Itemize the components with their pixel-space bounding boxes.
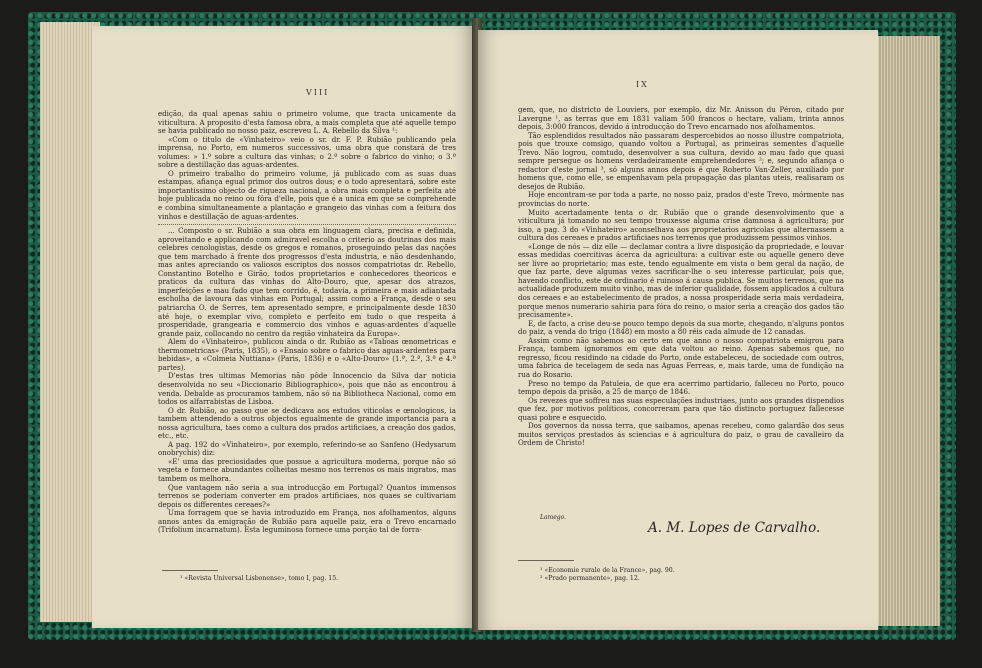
- paragraph: D'estas tres ultimas Memorias não pôde Innocencio da Silva dar noticia desenvolvida no seu «Diccionario Bibliographico», pois que não as encontrou á venda. Debalde as procuramos tambem, não só na Bibliotheca Nacional, como em todos os alfarrabistas de Lisboa.: [158, 371, 456, 407]
- paragraph: E, de facto, a crise deu-se pouco tempo depois da sua morte, chegando, n'alguns pontos do paiz, a venda do trigo (1848) em mosto a 80 réis cada almude de 12 canadas.: [518, 318, 844, 337]
- paragraph: «E' uma das preciosidades que possue a agricultura moderna, porque não só vegeta e fornece abundantes colheitas mesmo nos terrenos os mais ingratos, mas tambem os melhora.: [158, 456, 456, 483]
- paragraph: Uma forragem que se havia introduzido em França, nos afolhamentos, alguns annos antes da emigração de Rubião para aquelle paiz, era o Trevo encarnado (Trifolium incarnatum). Esta leguminosa fornece uma porção tal de forra-: [158, 508, 456, 535]
- paragraph: Assim como não sabemos ao certo em que anno o nosso compatriota emigrou para França, tambem ignoramos em que data voltou ao reino. Apenas sabemos que, no regresso, ficou residindo na cidade do Porto, onde estabeleceu, de sociedade com outros, uma fabrica de tecelagem de seda nas Aguas Ferreas, e, mais tarde, uma de fundição na rua do Rosario.: [518, 335, 844, 379]
- paragraph: Muito acertadamente tenta o dr. Rubião que o grande desenvolvimento que a viticultura já tomando no seu tempo trouxesse alguma crise damnosa á agricultura; por isso, a pag. 3 do «Vinhateiro» aconselhava aos proprietarios agricolas que alternassem a cultura dos cereaes e prados artificiaes nos terrenos que produzissem pessimos vinhos.: [518, 207, 844, 243]
- dotted-separator: [158, 224, 456, 225]
- paragraph: O dr. Rubião, ao passo que se dedicava aos estudos viticolas e œnologicos, ia tambem attendendo a outros objectos egualmente de grande importancia para a nossa agricultura, taes como a cultura dos prados artificiaes, a creação dos gados, etc., etc.: [158, 405, 456, 441]
- paragraph: Dos governos da nossa terra, que saibamos, apenas recebeu, como galardão dos seus muitos serviços prestados ás sciencias e á agricultura do paiz, o grau de cavalleiro da Ordem de Christo!: [518, 421, 844, 448]
- page-number: VIII: [306, 88, 330, 97]
- right-page: [478, 30, 878, 630]
- footnote: ¹ «Economie rurale de la France», pag. 90.: [540, 567, 675, 574]
- paragraph: O primeiro trabalho do primeiro volume, já publicado com as suas duas estampas, afiança egual primor dos outros dous; e o todo apresentará, sobre este importantissimo objecto de riqueza nacional, a obra mais completa e perfeita até hoje publicada no reino ou fóra d'elle, pois que é a unica em que se comprehende e combina simultaneamente a plantação e grangeio das vinhas com a feitura dos vinhos e destillação de aguas-ardentes.: [158, 168, 456, 221]
- paragraph: edição, da qual apenas sahiu o primeiro volume, que tracta unicamente da viticultura. A proposito d'esta famosa obra, a mais completa que até aquelle tempo se havia publicado no nosso paiz, escreveu L. A. Rebello da Silva ¹:: [158, 109, 456, 136]
- paragraph: Tão esplendidos resultados não passaram despercebidos ao nosso illustre compatriota, pois que trouxe comsigo, quando voltou a Portugal, as primeiras sementes d'aquelle Trevo. Não logrou, comtudo, desenvolver a sua cultura, devido ao mau fado que quasi sempre persegue os homens verdadeiramente emprehendedores ²; e, segundo afiança o redactor d'este jornal ³, só alguns annos depois é que Roberto Van-Zeller, auxiliado por homens que, como elle, se empenhavam pela propagação das plantas uteis, realisaram os desejos de Rubião.: [518, 130, 844, 191]
- paragraph: gem, que, no districto de Louviers, por exemplo, diz Mr. Anisson du Péron, citado por Lavergne ¹, as terras que em 1831 valiam 500 francos o hectare, valiam, trinta annos depois, 3:000 francos, devido á introducção do Trevo encarnado nos afolhamentos.: [518, 105, 844, 132]
- paragraph: Hoje encontram-se por toda a parte, no nosso paiz, prados d'este Trevo, mórmente nas provincias do norte.: [518, 190, 844, 209]
- left-page-body: [158, 110, 456, 535]
- footnote-rule: [518, 560, 574, 561]
- paragraph: «Com o titulo de «Vinhateiro» veio o sr. dr. F. P. Rubião publicando pela imprensa, no Porto, em numeros successivos, uma obra que constará de tres volumes: » 1.º sobre a cultura das vinhas; o 2.º sobre o fabrico do vinho; o 3.º sobre a destillação das aguas-ardentes.: [158, 134, 456, 170]
- footnote: ¹ «Revista Universal Lisbonense», tomo I, pag. 15.: [180, 575, 339, 582]
- paragraph: «Longe de nós — diz elle — declamar contra a livre disposição da propriedade, e louvar essas medidas coercitivas ácerca da agricultura: a cultivar este ou aquelle genero deve ser livre ao proprietario; mas este, tendo egualmente em vista o bem geral da nação, de que faz parte, deve algumas vezes sacrificar-lhe o seu interesse particular, pois que, havendo conflicto, este de ordinario é ruinoso á causa publica. Se muitos terrenos, que na actualidade produzem muito vinho, mas de inferior qualidade, fossem applicados á cultura dos cereaes e ao estabelecimento de prados, a nossa prosperidade seria mais verdadeira, porque menos numerario sahiria para fóra do reino, o maior seria a creação dos gados tão precisamente».: [518, 241, 844, 320]
- paragraph: Alem do «Vinhateiro», publicou ainda o dr. Rubião as «Taboas œnometricas e thermometricas» (Paris, 1835), o «Ensaio sobre o fabrico das aguas-ardentes para bebidas», a «Colmeia Nuttiana» (Paris, 1836) e o «Alto-Douro» (1.ª, 2.ª, 3.ª e 4.ª partes).: [158, 337, 456, 372]
- right-page-edges: [878, 36, 940, 626]
- left-page: [92, 26, 474, 628]
- paragraph: Preso no tempo da Patuleia, de que era acerrimo partidario, falleceu no Porto, pouco tempo depois da prisão, a 25 de março de 1846.: [518, 378, 844, 397]
- paragraph: ... Composto o sr. Rubião a sua obra em linguagem clara, precisa e definida, aproveitando e applicando com admiravel escolha o criterio as doutrinas dos mais celebres cenologistas, desde os gregos e romanos, proseguindo pelas das nações que tem marchado á frente dos progressos d'esta industria, e não desdenhando, mas antes apreciando os valiosos escriptos dos nossos compatriotas dr. Rebello, Constantino Botelho e Girão, todos proprietarios e conhecedores theoricos e praticos da cultura das vinhas do Alto-Douro, que, apesar dos atrazos, imperfeições e mau fado que tem corrido, é, todavia, a primeira e mais adiantada escholha de lavoura das vinhas em Portugal; assim como a França, desde o seu patriarcha O. de Serres, tem apresentado sempre, e principalmente desde 1830 até hoje, o exemplar vivo, completo e perfeito em tudo o que respeita á prosperidade, grangearia e commercio dos vinhos e aguas-ardentes d'aquelle grande paiz, collocando no centro da região vinhateira da Europa».: [158, 226, 456, 338]
- right-page-body: [518, 106, 844, 448]
- page-number: IX: [636, 80, 649, 89]
- footnote: ² «Prado permanente», pag. 12.: [540, 575, 640, 582]
- paragraph: A pag. 192 do «Vinhateiro», por exemplo, referindo-se ao Sanfeno (Hedysarum onobrychis) diz:: [158, 439, 456, 458]
- paragraph: Os revezes que soffreu nas suas especulações industriaes, junto aos grandes dispendios que fez, por motivos politicos, concorreram para que tão distincto portuguez fallecesse quasi pobre e esquecido.: [518, 395, 844, 422]
- left-page-edges: [40, 22, 100, 622]
- author-signature: A. M. Lopes de Carvalho.: [648, 520, 821, 536]
- footnote-rule: [162, 570, 218, 571]
- place-name: Lamego.: [540, 514, 567, 521]
- footnotes: [540, 567, 800, 583]
- paragraph: Que vantagem não seria a sua introducção em Portugal? Quantos immensos terrenos se poderiam converter em prados artificiaes, nos quaes se cultivariam depois os differentes cereaes?»: [158, 482, 456, 509]
